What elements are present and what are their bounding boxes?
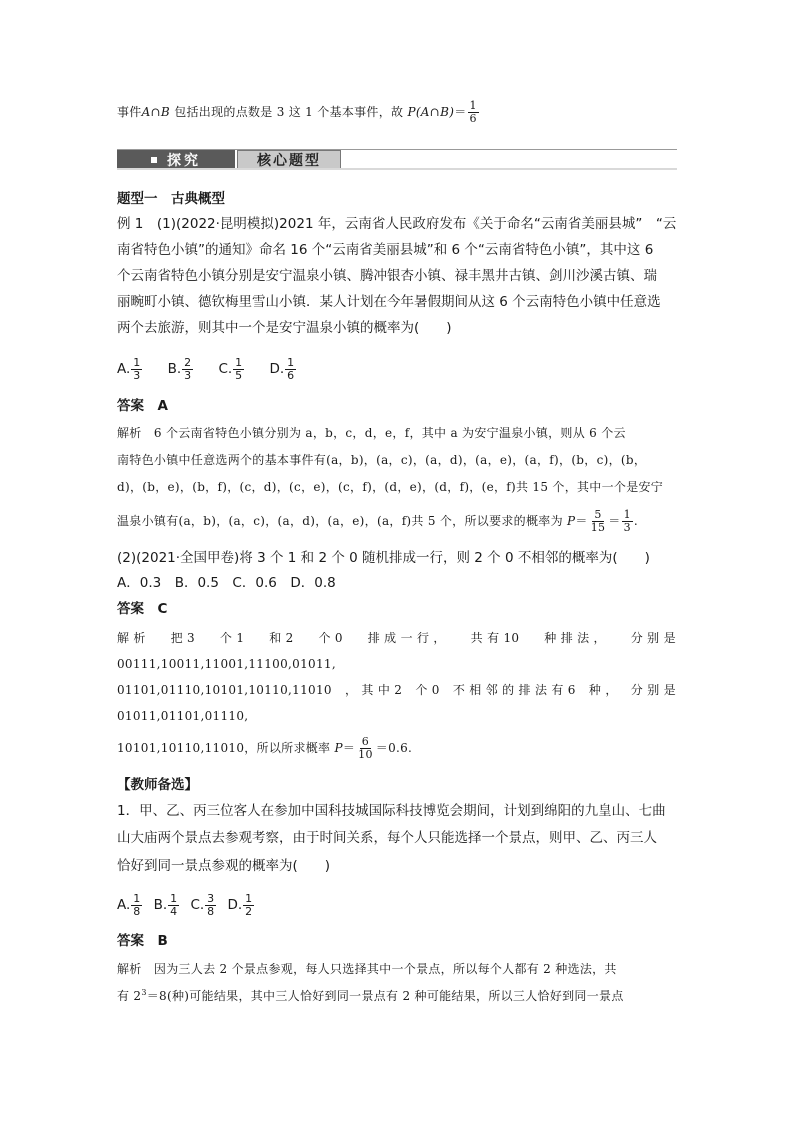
banner-tab-core: 核心题型 <box>237 150 341 169</box>
ex1-options <box>117 355 676 383</box>
intro-fraction: $\frac{1}{6}$ <box>469 99 477 125</box>
teacher-question-2: 山大庙两个景点去参观考察，由于时间关系，每个人只能选择一个景点，则甲、乙、丙三人 <box>117 830 657 846</box>
banner-tab-explore: 探究 <box>117 150 235 169</box>
exponent: 3 <box>141 988 147 997</box>
intro-line <box>117 100 676 125</box>
teacher-question-3: 恰好到同一景点参观的概率为( ) <box>117 858 331 874</box>
teacher-option-c: C. $\frac{3}{8}$ <box>190 891 215 918</box>
ex2-solution-5: 10101,10110,11010，所以所求概率 P＝ $\frac{6}{10}$ ＝0.6. <box>117 735 413 761</box>
teacher-solution-2: 有 $2^3=8$(种)可能结果，其中三人恰好到同一景点有 2 种可能结果，所以三人恰好到同一景点 <box>117 988 624 1003</box>
ex1-answer: 答案 A <box>117 398 168 414</box>
teacher-option-a: A. $\frac{1}{8}$ <box>117 891 141 918</box>
ex1-line-2: 南省特色小镇”的通知》命名 16 个“云南省美丽县城”和 6 个“云南省特色小镇”，其中这 6 <box>117 242 654 258</box>
ex2-solution-2: 00111,10011,11001,11100,01011, <box>117 657 336 671</box>
ex2-options: A．0.3 B．0.5 C．0.6 D．0.8 <box>117 575 336 591</box>
teacher-answer: 答案 B <box>117 933 168 949</box>
ex2-solution-3: 01101,01110,10101,10110,11010 ， 其 中 2 个 0 不 相 邻 的 排 法 有 6 种 ， 分 别 是 <box>117 683 676 697</box>
section-title: 题型一 古典概型 <box>117 191 225 207</box>
ex1-option-a: A. $\frac{1}{3}$ <box>117 355 141 382</box>
ex1-solution-3: d)，(b，e)，(b，f)，(c，d)，(c，e)，(c，f)，(d，e)，(d，f)，(e，f)共 15 个，其中一个是安宁 <box>117 480 664 494</box>
intro-middle: 包括出现的点数是 3 这 1 个基本事件，故 <box>174 105 404 119</box>
intro-event: A∩B <box>141 105 171 119</box>
ex2-fraction-6-10: $\frac{6}{10}$ <box>358 735 373 761</box>
banner-rule-bottom <box>117 168 677 170</box>
ex2-answer: 答案 C <box>117 601 168 617</box>
teacher-question-1: 1．甲、乙、丙三位客人在参加中国科技城国际科技博览会期间，计划到绵阳的九皇山、七曲 <box>117 803 666 819</box>
teacher-options <box>117 891 676 919</box>
ex1-solution-2: 南特色小镇中任意选两个的基本事件有(a，b)，(a，c)，(a，d)，(a，e)，(a，f)，(b，c)，(b， <box>117 453 647 467</box>
ex1-option-c: C. $\frac{1}{5}$ <box>218 355 243 382</box>
ex1-line-3: 个云南省特色小镇分别是安宁温泉小镇、腾冲银杏小镇、禄丰黑井古镇、剑川沙溪古镇、瑞 <box>117 268 657 284</box>
ex1-fraction-1-3: $\frac{1}{3}$ <box>623 508 631 534</box>
ex1-solution-4: 温泉小镇有(a，b)，(a，c)，(a，d)，(a，e)，(a，f)共 5 个，所以要求的概率为 P＝ $\frac{5}{15}$ ＝ $\frac{1}{3}$ . <box>117 508 639 534</box>
intro-prob: P(A∩B) <box>407 105 455 119</box>
teacher-option-b: B. $\frac{1}{4}$ <box>153 891 178 918</box>
teacher-option-d: D. $\frac{1}{2}$ <box>227 891 253 918</box>
ex1-option-d: D. $\frac{1}{6}$ <box>269 355 295 382</box>
square-bullet-icon <box>151 157 157 163</box>
ex1-fraction-5-15: $\frac{5}{15}$ <box>590 508 606 534</box>
teacher-solution-1: 解析 因为三人去 2 个景点参观，每人只选择其中一个景点，所以每个人都有 2 种选法，共 <box>117 962 617 976</box>
section-banner <box>117 148 677 170</box>
intro-eq: ＝ <box>454 105 467 119</box>
ex1-line-4: 丽畹町小镇、德钦梅里雪山小镇．某人计划在今年暑假期间从这 6 个云南特色小镇中任意选 <box>117 294 661 310</box>
ex2-solution-4: 01011,01101,01110, <box>117 709 249 723</box>
ex2-question: (2)(2021·全国甲卷)将 3 个 1 和 2 个 0 随机排成一行，则 2 个 0 不相邻的概率为( ) <box>117 550 650 566</box>
ex1-solution-1: 解析 6 个云南省特色小镇分别为 a，b，c，d，e，f，其中 a 为安宁温泉小镇，则从 6 个云 <box>117 426 626 440</box>
ex1-option-b: B. $\frac{2}{3}$ <box>167 355 192 382</box>
teacher-title: 【教师备选】 <box>117 777 198 793</box>
intro-prefix: 事件 <box>117 105 142 119</box>
ex1-line-5: 两个去旅游，则其中一个是安宁温泉小镇的概率为( ) <box>117 320 452 336</box>
ex2-solution-1: 解 析 把 3 个 1 和 2 个 0 排 成 一 行 ， 共 有 10 种 排 法 ， 分 别 是 <box>117 631 676 645</box>
ex1-line-1: 例 1 (1)(2022·昆明模拟)2021 年，云南省人民政府发布《关于命名“云南省美丽县城” “云 <box>117 216 677 232</box>
